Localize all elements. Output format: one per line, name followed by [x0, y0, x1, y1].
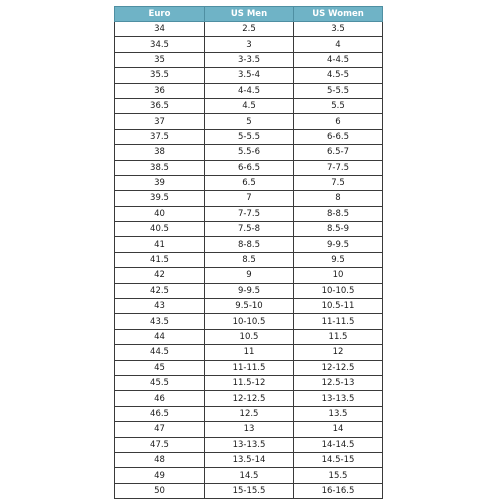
us-men-cell: 11-11.5 [205, 360, 294, 375]
us-men-cell: 9-9.5 [205, 283, 294, 298]
us-women-cell: 10-10.5 [294, 283, 383, 298]
euro-cell: 43 [115, 299, 205, 314]
euro-cell: 41.5 [115, 252, 205, 267]
table-row [115, 483, 383, 498]
table-header-row [115, 7, 383, 22]
us-men-cell: 13-13.5 [205, 437, 294, 452]
us-women-cell: 4-4.5 [294, 52, 383, 67]
us-men-cell: 12-12.5 [205, 391, 294, 406]
us-men-cell: 15-15.5 [205, 483, 294, 498]
euro-cell: 36 [115, 83, 205, 98]
header-euro: Euro [115, 7, 205, 22]
euro-cell: 35 [115, 52, 205, 67]
us-women-cell: 16-16.5 [294, 483, 383, 498]
euro-cell: 44 [115, 329, 205, 344]
us-men-cell: 3.5-4 [205, 68, 294, 83]
table-row [115, 329, 383, 344]
us-men-cell: 13 [205, 422, 294, 437]
us-women-cell: 5.5 [294, 98, 383, 113]
table-row [115, 437, 383, 452]
table-row [115, 145, 383, 160]
table-row [115, 268, 383, 283]
us-men-cell: 13.5-14 [205, 452, 294, 467]
euro-cell: 45 [115, 360, 205, 375]
table-row [115, 391, 383, 406]
us-women-cell: 4 [294, 37, 383, 52]
us-men-cell: 12.5 [205, 406, 294, 421]
table-row [115, 98, 383, 113]
table-row [115, 52, 383, 67]
us-men-cell: 9 [205, 268, 294, 283]
us-women-cell: 9.5 [294, 252, 383, 267]
size-chart [114, 6, 382, 499]
us-women-cell: 12.5-13 [294, 375, 383, 390]
us-women-cell: 7.5 [294, 175, 383, 190]
us-women-cell: 10.5-11 [294, 299, 383, 314]
euro-cell: 40.5 [115, 222, 205, 237]
us-men-cell: 11 [205, 345, 294, 360]
us-women-cell: 8-8.5 [294, 206, 383, 221]
us-women-cell: 7-7.5 [294, 160, 383, 175]
table-row [115, 360, 383, 375]
table-row [115, 299, 383, 314]
us-men-cell: 10-10.5 [205, 314, 294, 329]
us-women-cell: 12 [294, 345, 383, 360]
table-row [115, 175, 383, 190]
table-row [115, 160, 383, 175]
us-men-cell: 8.5 [205, 252, 294, 267]
euro-cell: 43.5 [115, 314, 205, 329]
table-row [115, 129, 383, 144]
us-men-cell: 8-8.5 [205, 237, 294, 252]
us-women-cell: 5-5.5 [294, 83, 383, 98]
us-women-cell: 12-12.5 [294, 360, 383, 375]
us-women-cell: 4.5-5 [294, 68, 383, 83]
table-row [115, 68, 383, 83]
us-men-cell: 10.5 [205, 329, 294, 344]
table-row [115, 422, 383, 437]
us-women-cell: 14.5-15 [294, 452, 383, 467]
table-row [115, 345, 383, 360]
us-men-cell: 4-4.5 [205, 83, 294, 98]
euro-cell: 42 [115, 268, 205, 283]
euro-cell: 37.5 [115, 129, 205, 144]
table-row [115, 222, 383, 237]
us-men-cell: 5-5.5 [205, 129, 294, 144]
table-row [115, 37, 383, 52]
us-women-cell: 3.5 [294, 22, 383, 37]
us-women-cell: 11.5 [294, 329, 383, 344]
euro-cell: 49 [115, 468, 205, 483]
euro-cell: 34.5 [115, 37, 205, 52]
size-conversion-table [114, 6, 383, 499]
table-row [115, 114, 383, 129]
euro-cell: 47 [115, 422, 205, 437]
euro-cell: 46 [115, 391, 205, 406]
table-body [115, 22, 383, 499]
us-women-cell: 6-6.5 [294, 129, 383, 144]
euro-cell: 48 [115, 452, 205, 467]
table-row [115, 283, 383, 298]
us-women-cell: 13-13.5 [294, 391, 383, 406]
euro-cell: 36.5 [115, 98, 205, 113]
us-women-cell: 14-14.5 [294, 437, 383, 452]
us-men-cell: 2.5 [205, 22, 294, 37]
us-women-cell: 8.5-9 [294, 222, 383, 237]
table-row [115, 452, 383, 467]
euro-cell: 38 [115, 145, 205, 160]
euro-cell: 45.5 [115, 375, 205, 390]
euro-cell: 39.5 [115, 191, 205, 206]
euro-cell: 40 [115, 206, 205, 221]
us-men-cell: 11.5-12 [205, 375, 294, 390]
table-row [115, 206, 383, 221]
euro-cell: 35.5 [115, 68, 205, 83]
table-row [115, 252, 383, 267]
header-us-women: US Women [294, 7, 383, 22]
us-men-cell: 7.5-8 [205, 222, 294, 237]
us-women-cell: 6.5-7 [294, 145, 383, 160]
table-row [115, 83, 383, 98]
table-row [115, 314, 383, 329]
euro-cell: 50 [115, 483, 205, 498]
us-men-cell: 14.5 [205, 468, 294, 483]
us-women-cell: 11-11.5 [294, 314, 383, 329]
euro-cell: 44.5 [115, 345, 205, 360]
table-row [115, 191, 383, 206]
us-men-cell: 3-3.5 [205, 52, 294, 67]
us-men-cell: 6.5 [205, 175, 294, 190]
table-row [115, 22, 383, 37]
us-men-cell: 4.5 [205, 98, 294, 113]
us-men-cell: 9.5-10 [205, 299, 294, 314]
us-men-cell: 5.5-6 [205, 145, 294, 160]
euro-cell: 39 [115, 175, 205, 190]
table-row [115, 237, 383, 252]
us-women-cell: 6 [294, 114, 383, 129]
us-women-cell: 9-9.5 [294, 237, 383, 252]
us-women-cell: 8 [294, 191, 383, 206]
euro-cell: 38.5 [115, 160, 205, 175]
table-row [115, 375, 383, 390]
euro-cell: 42.5 [115, 283, 205, 298]
table-row [115, 406, 383, 421]
us-men-cell: 7 [205, 191, 294, 206]
us-women-cell: 13.5 [294, 406, 383, 421]
header-us-men: US Men [205, 7, 294, 22]
euro-cell: 41 [115, 237, 205, 252]
us-women-cell: 15.5 [294, 468, 383, 483]
euro-cell: 34 [115, 22, 205, 37]
table-row [115, 468, 383, 483]
euro-cell: 47.5 [115, 437, 205, 452]
euro-cell: 46.5 [115, 406, 205, 421]
us-men-cell: 3 [205, 37, 294, 52]
euro-cell: 37 [115, 114, 205, 129]
us-men-cell: 6-6.5 [205, 160, 294, 175]
us-women-cell: 10 [294, 268, 383, 283]
us-men-cell: 7-7.5 [205, 206, 294, 221]
us-women-cell: 14 [294, 422, 383, 437]
us-men-cell: 5 [205, 114, 294, 129]
